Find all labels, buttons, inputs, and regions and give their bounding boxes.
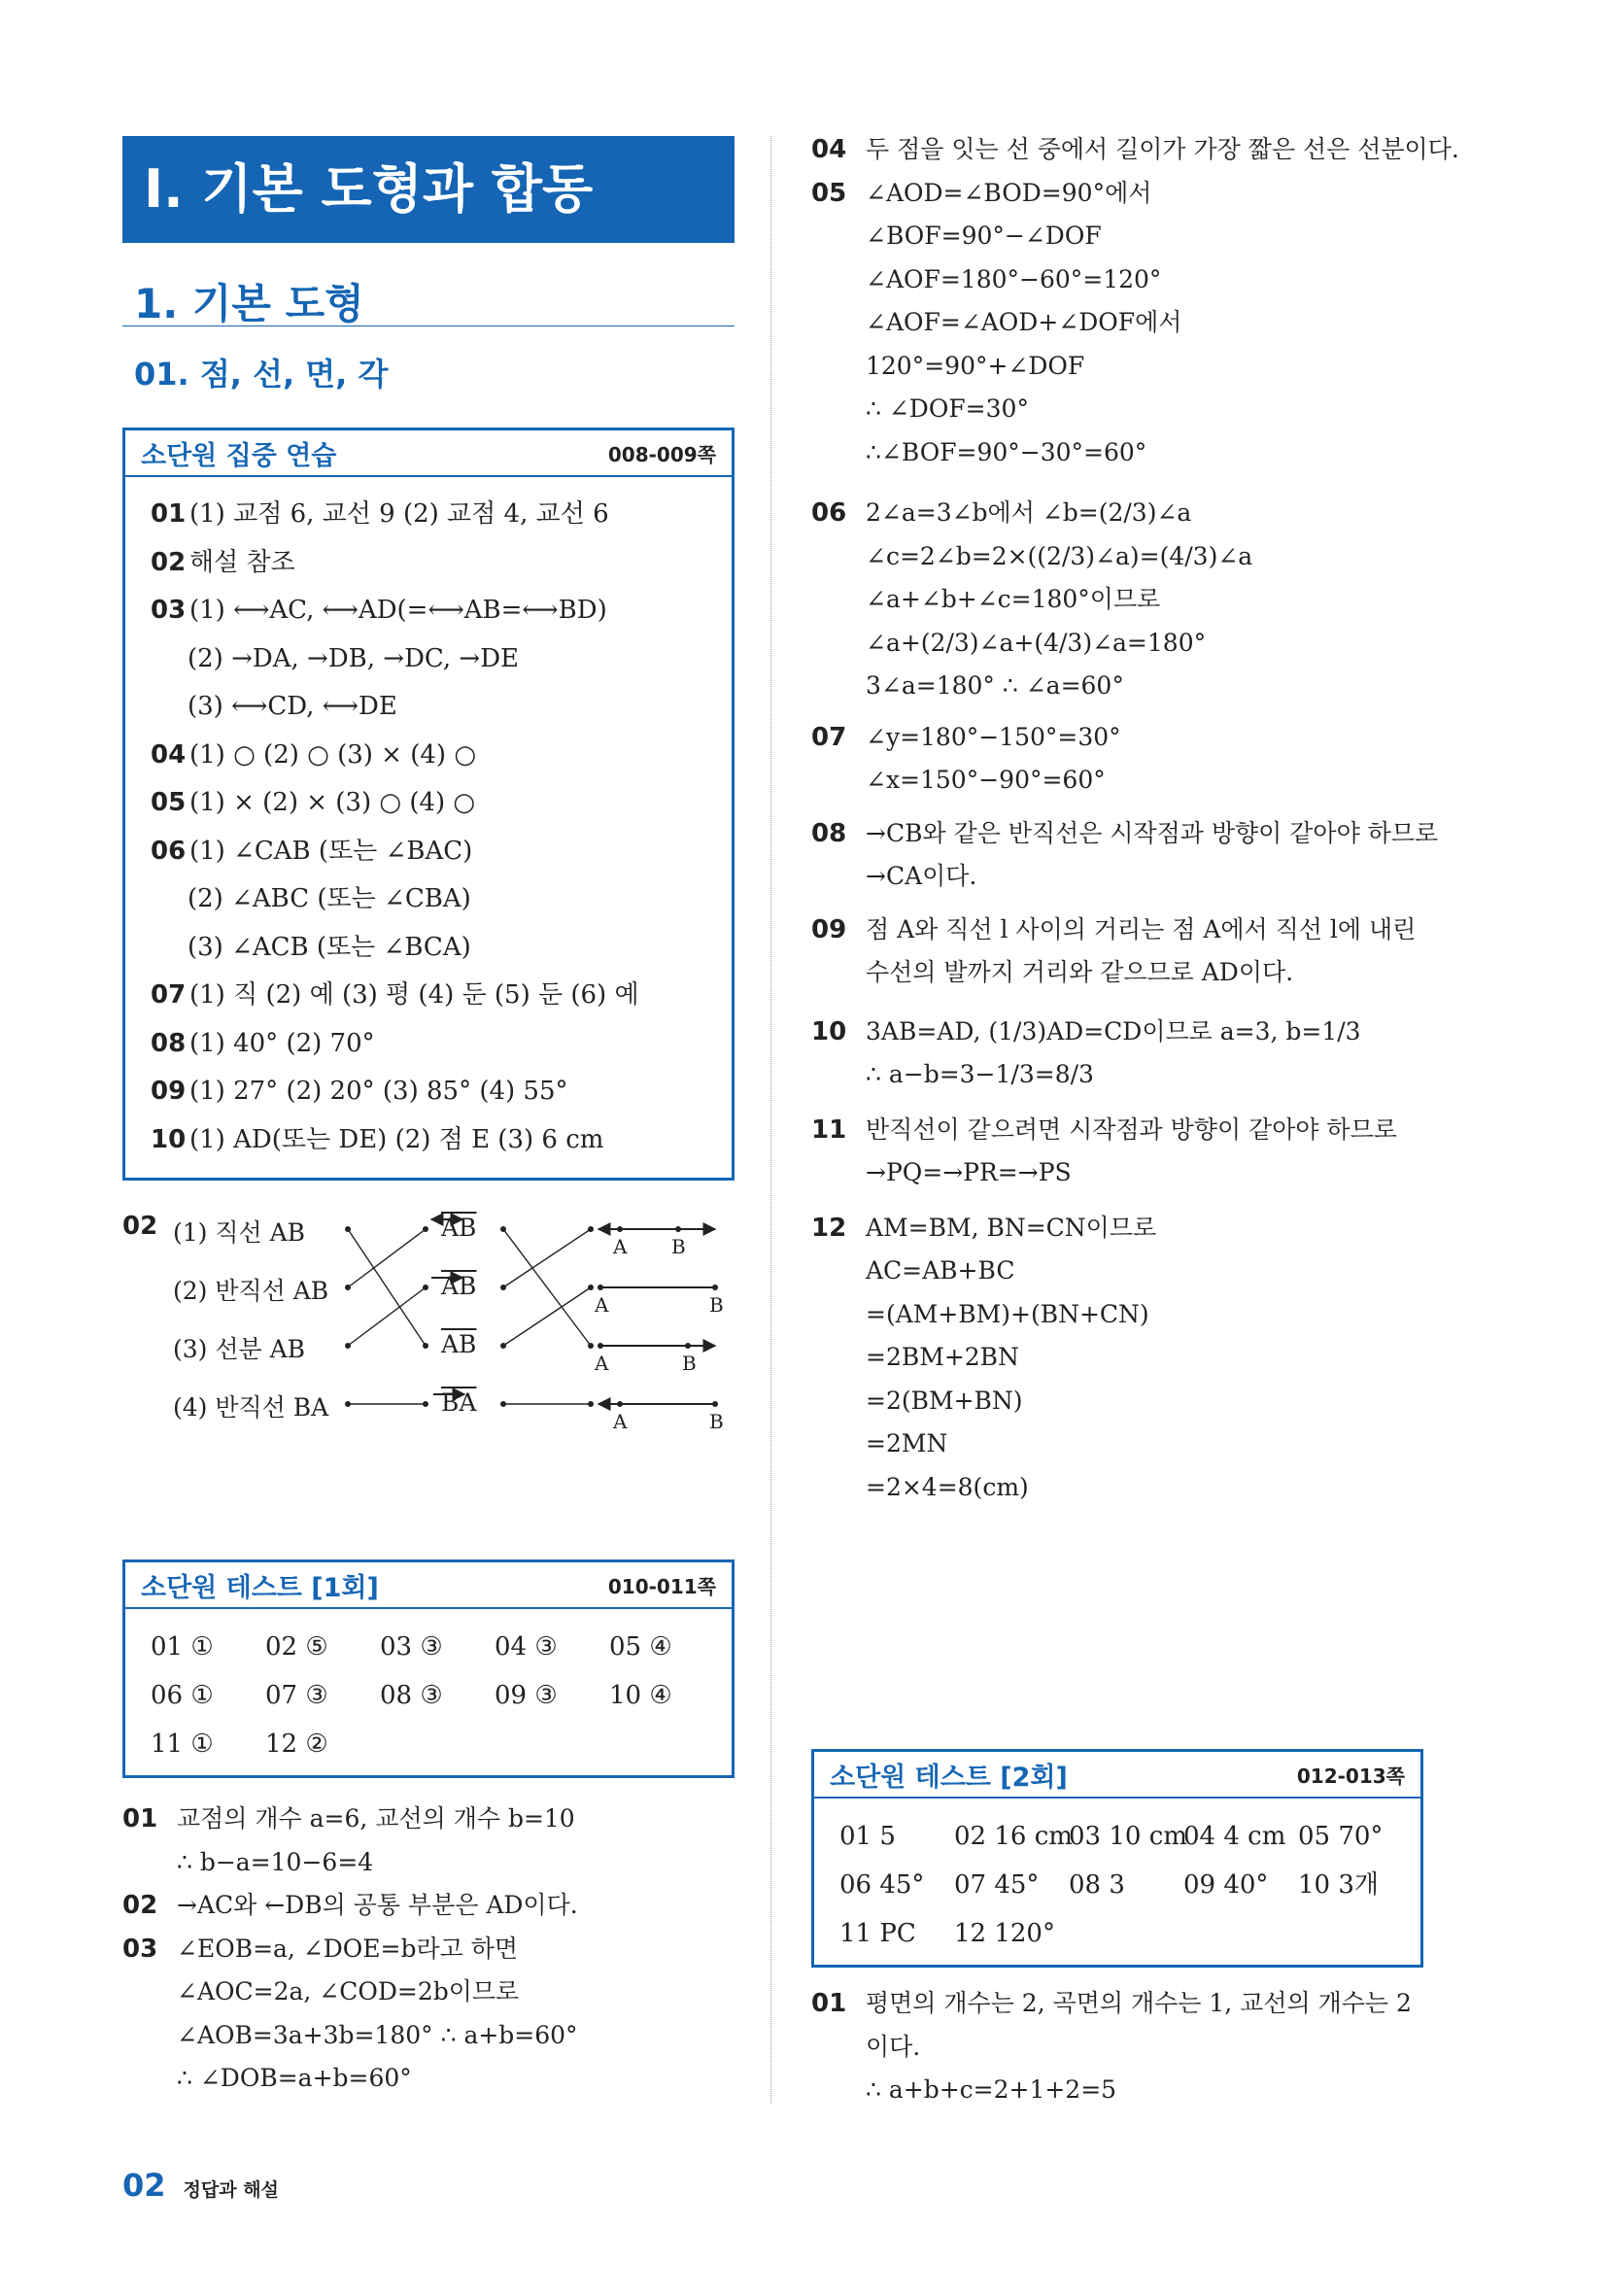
solution-item <box>122 1798 744 1884</box>
footer <box>122 2167 279 2204</box>
solution-number: 03 <box>122 1934 158 1964</box>
practice-line <box>151 1068 706 1116</box>
answer-cell: 10 ④ <box>609 1681 672 1710</box>
practice-line <box>151 635 706 684</box>
solution-line: ∴ ∠DOB=a+b=60° <box>177 2064 412 2092</box>
solution-line: ∠AOF=180°−60°=120° <box>866 264 1162 293</box>
practice-answers <box>125 477 732 1178</box>
solution-item <box>811 908 1433 995</box>
solution-item <box>811 1011 1433 1097</box>
answer-text: (1) 40° (2) 70° <box>189 1028 375 1058</box>
practice-box-title: 소단원 집중 연습 <box>141 440 337 471</box>
solution-first-line <box>122 1928 744 1971</box>
solution-number: 12 <box>811 1213 847 1243</box>
solution-first-line <box>811 128 1459 172</box>
practice-line <box>151 539 706 588</box>
solution-item <box>811 1109 1433 1195</box>
matching-lines <box>122 1200 744 1433</box>
solution-line: =2BM+2BN <box>866 1343 1019 1371</box>
solution-first-line <box>811 172 1433 216</box>
pt-a: A <box>613 1410 628 1433</box>
answer-cell: 11 PC <box>839 1919 916 1948</box>
practice-line <box>151 1020 706 1069</box>
solution-text: 점 A와 직선 l 사이의 거리는 점 A에서 직선 l에 내린 <box>866 914 1417 943</box>
solution-line: ∠a+∠b+∠c=180°이므로 <box>866 585 1161 613</box>
practice-box-pages: 008-009쪽 <box>607 442 716 466</box>
practice-line <box>151 491 706 539</box>
test2-box <box>811 1749 1423 1968</box>
solution-line: 수선의 발까지 거리와 같으므로 AD이다. <box>866 958 1294 986</box>
match-left-4: (4) 반직선 BA <box>173 1393 329 1422</box>
answer-number: 04 <box>151 739 187 770</box>
match-mid-4: $\overline{BA}$ <box>441 1388 477 1417</box>
solution-line: =2(BM+BN) <box>866 1386 1023 1415</box>
test1-box-pages: 010-011쪽 <box>607 1574 716 1598</box>
pt-b: B <box>709 1293 724 1317</box>
solution-item <box>122 1884 744 1928</box>
practice-line <box>151 587 706 635</box>
answer-number: 10 <box>151 1124 187 1154</box>
practice-line <box>151 828 706 876</box>
pt-b: B <box>671 1235 686 1258</box>
solution-text: →CB와 같은 반직선은 시작점과 방향이 같아야 하므로 <box>866 818 1439 847</box>
solution-item <box>811 812 1439 899</box>
match-num: 02 <box>122 1212 158 1241</box>
answer-text: (3) ⟷CD, ⟷DE <box>188 692 397 721</box>
solution-number: 08 <box>811 818 847 848</box>
solution-item <box>811 716 1433 803</box>
answer-number: 03 <box>151 596 187 625</box>
test1-answers <box>151 1623 706 1768</box>
solution-line: ∴ b−a=10−6=4 <box>177 1847 374 1876</box>
solution-line: ∠AOB=3a+3b=180° ∴ a+b=60° <box>177 2020 578 2049</box>
test2-answers <box>814 1799 1420 1971</box>
solution-number: 06 <box>811 498 847 528</box>
solution-number: 10 <box>811 1016 847 1046</box>
answer-cell: 09 40° <box>1183 1870 1269 1900</box>
solution-line: ∠AOF=∠AOD+∠DOF에서 <box>866 308 1182 336</box>
solution-number: 07 <box>811 722 847 752</box>
answer-cell: 04 4 cm <box>1183 1822 1286 1851</box>
pt-b: B <box>709 1410 724 1433</box>
answer-row <box>839 1909 1395 1958</box>
chapter-title: Ⅰ. 기본 도형과 합동 <box>122 136 735 243</box>
answer-text: (1) ⟷AC, ⟷AD(=⟷AB=⟷BD) <box>189 596 607 625</box>
solution-number: 04 <box>811 135 847 164</box>
answer-cell: 12 120° <box>954 1919 1055 1948</box>
answer-cell: 01 5 <box>839 1822 896 1851</box>
answer-number: 06 <box>151 836 187 866</box>
solution-first-line <box>811 1982 1433 2026</box>
solution-item <box>811 172 1433 475</box>
answer-cell: 06 45° <box>839 1870 925 1900</box>
solution-line: ∴∠BOF=90°−30°=60° <box>866 437 1147 466</box>
solution-line: 이다. <box>866 2032 921 2061</box>
answer-number: 02 <box>151 547 187 577</box>
solution-number: 01 <box>811 1989 847 2018</box>
match-mid-3: $\overline{AB}$ <box>441 1330 477 1358</box>
pt-a: A <box>595 1352 609 1375</box>
solution-first-line <box>811 908 1433 952</box>
pt-a: A <box>613 1235 628 1258</box>
solution-number: 11 <box>811 1114 847 1145</box>
answer-cell: 05 ④ <box>609 1632 672 1662</box>
answer-row <box>839 1812 1395 1861</box>
answer-cell: 08 3 <box>1069 1870 1125 1900</box>
solution-number: 09 <box>811 914 847 944</box>
match-left-1: (1) 직선 AB <box>173 1218 306 1247</box>
answer-cell: 11 ① <box>151 1730 214 1759</box>
answer-cell: 01 ① <box>151 1632 214 1662</box>
answer-text: (2) →DA, →DB, →DC, →DE <box>188 643 520 673</box>
subsection-title: 01. 점, 선, 면, 각 <box>134 356 389 393</box>
solution-item <box>811 1207 1433 1510</box>
solution-text: 3AB=AD, (1/3)AD=CD이므로 a=3, b=1/3 <box>866 1016 1361 1045</box>
match-mid-1: $\overline{AB}$ <box>441 1214 477 1242</box>
solution-line: AC=AB+BC <box>866 1256 1015 1285</box>
solution-line: =2MN <box>866 1429 948 1457</box>
match-left-2: (2) 반직선 AB <box>173 1277 329 1305</box>
practice-line <box>151 732 706 780</box>
answer-row <box>839 1861 1395 1909</box>
solution-line: =2×4=8(cm) <box>866 1472 1029 1501</box>
answer-cell: 10 3개 <box>1298 1870 1380 1900</box>
test2-box-title: 소단원 테스트 [2회] <box>830 1762 1068 1793</box>
solution-line: 3∠a=180° ∴ ∠a=60° <box>866 671 1124 700</box>
solution-text: 두 점을 잇는 선 중에서 길이가 가장 짧은 선은 선분이다. <box>866 135 1459 163</box>
answer-cell: 09 ③ <box>495 1681 558 1710</box>
solution-number: 02 <box>122 1891 158 1920</box>
solution-item <box>122 1928 744 2101</box>
answer-text: (1) × (2) × (3) ○ (4) ○ <box>189 788 476 817</box>
solution-first-line <box>811 1207 1433 1251</box>
pt-b: B <box>682 1352 697 1375</box>
practice-line <box>151 924 706 973</box>
solution-line: =(AM+BM)+(BN+CN) <box>866 1299 1149 1328</box>
solution-text: AM=BM, BN=CN이므로 <box>866 1213 1157 1242</box>
answer-cell: 03 ③ <box>380 1632 443 1662</box>
answer-cell: 02 16 cm <box>954 1822 1073 1851</box>
solution-number: 05 <box>811 178 847 208</box>
answer-cell: 02 ⑤ <box>265 1632 328 1662</box>
column-divider <box>770 136 771 2104</box>
answer-number: 05 <box>151 788 187 817</box>
answer-cell: 05 70° <box>1298 1822 1384 1851</box>
solution-text: 2∠a=3∠b에서 ∠b=(2/3)∠a <box>866 498 1192 527</box>
solution-number: 01 <box>122 1804 158 1833</box>
practice-line <box>151 875 706 924</box>
solution-line: ∠c=2∠b=2×((2/3)∠a)=(4/3)∠a <box>866 541 1253 570</box>
footer-text: 정답과 해설 <box>183 2179 279 2201</box>
solution-text: →AC와 ←DB의 공통 부분은 AD이다. <box>177 1891 578 1919</box>
answer-number: 09 <box>151 1077 187 1106</box>
left-solutions <box>122 1798 744 2101</box>
solution-line: ∴ a−b=3−1/3=8/3 <box>866 1060 1094 1088</box>
answer-text: (2) ∠ABC (또는 ∠CBA) <box>188 884 471 913</box>
answer-number: 01 <box>151 499 187 529</box>
practice-line <box>151 779 706 828</box>
solution-line: ∠a+(2/3)∠a+(4/3)∠a=180° <box>866 628 1207 657</box>
solution-text: 교점의 개수 a=6, 교선의 개수 b=10 <box>177 1804 575 1833</box>
match-left-3: (3) 선분 AB <box>173 1335 306 1363</box>
practice-line <box>151 683 706 732</box>
test1-box-title: 소단원 테스트 [1회] <box>141 1572 379 1603</box>
answer-number: 08 <box>151 1028 187 1058</box>
pt-a: A <box>595 1293 609 1317</box>
answer-cell: 12 ② <box>265 1730 328 1759</box>
match-mid-2: $\overline{AB}$ <box>441 1272 477 1300</box>
solution-line: →PQ=→PR=→PS <box>866 1158 1072 1186</box>
solution-line: ∠AOC=2a, ∠COD=2b이므로 <box>177 1977 520 2005</box>
test2-solutions <box>811 1982 1433 2112</box>
solution-line: ∠x=150°−90°=60° <box>866 766 1106 794</box>
matching-diagram <box>122 1200 744 1433</box>
answer-cell: 06 ① <box>151 1681 214 1710</box>
solution-item <box>811 128 1459 172</box>
answer-text: (1) ○ (2) ○ (3) × (4) ○ <box>189 739 477 770</box>
answer-cell: 08 ③ <box>380 1681 443 1710</box>
solution-line: ∠BOF=90°−∠DOF <box>866 222 1102 250</box>
solution-text: ∠y=180°−150°=30° <box>866 722 1121 751</box>
solution-line: ∴ a+b+c=2+1+2=5 <box>866 2075 1117 2104</box>
solution-line: →CA이다. <box>866 862 977 890</box>
practice-box <box>122 428 735 1181</box>
answer-text: (1) ∠CAB (또는 ∠BAC) <box>189 836 473 866</box>
practice-line <box>151 972 706 1020</box>
solution-first-line <box>811 812 1439 856</box>
solution-first-line <box>811 716 1433 760</box>
solution-text: ∠EOB=a, ∠DOE=b라고 하면 <box>177 1934 519 1963</box>
answer-text: (1) 27° (2) 20° (3) 85° (4) 55° <box>189 1077 568 1106</box>
solution-line: ∴ ∠DOF=30° <box>866 394 1029 423</box>
answer-cell: 04 ③ <box>495 1632 558 1662</box>
solution-first-line <box>122 1798 744 1841</box>
solution-first-line <box>811 1109 1433 1152</box>
solution-first-line <box>811 492 1433 535</box>
solution-item <box>811 492 1433 708</box>
solution-text: 평면의 개수는 2, 곡면의 개수는 1, 교선의 개수는 2 <box>866 1989 1412 2017</box>
answer-cell: 07 ③ <box>265 1681 328 1710</box>
solution-text: 반직선이 같으려면 시작점과 방향이 같아야 하므로 <box>866 1114 1397 1144</box>
right-solutions <box>811 128 1459 1509</box>
page-number: 02 <box>122 2167 166 2204</box>
test1-box <box>122 1559 735 1778</box>
test2-box-pages: 012-013쪽 <box>1296 1764 1405 1788</box>
solution-text: ∠AOD=∠BOD=90°에서 <box>866 178 1152 207</box>
answer-text: 해설 참조 <box>189 547 295 577</box>
answer-text: (1) AD(또는 DE) (2) 점 E (3) 6 cm <box>189 1124 604 1154</box>
section-title: 1. 기본 도형 <box>122 272 735 326</box>
answer-number: 07 <box>151 980 187 1010</box>
answer-cell: 07 45° <box>954 1870 1040 1900</box>
answer-text: (1) 직 (2) 예 (3) 평 (4) 둔 (5) 둔 (6) 예 <box>189 980 639 1010</box>
answer-text: (3) ∠ACB (또는 ∠BCA) <box>188 932 471 962</box>
solution-line: 120°=90°+∠DOF <box>866 351 1085 380</box>
practice-line <box>151 1116 706 1165</box>
solution-first-line <box>811 1011 1433 1054</box>
answer-text: (1) 교점 6, 교선 9 (2) 교점 4, 교선 6 <box>189 499 609 529</box>
answer-cell: 03 10 cm <box>1069 1822 1187 1851</box>
solution-first-line <box>122 1884 744 1928</box>
solution-item <box>811 1982 1433 2112</box>
